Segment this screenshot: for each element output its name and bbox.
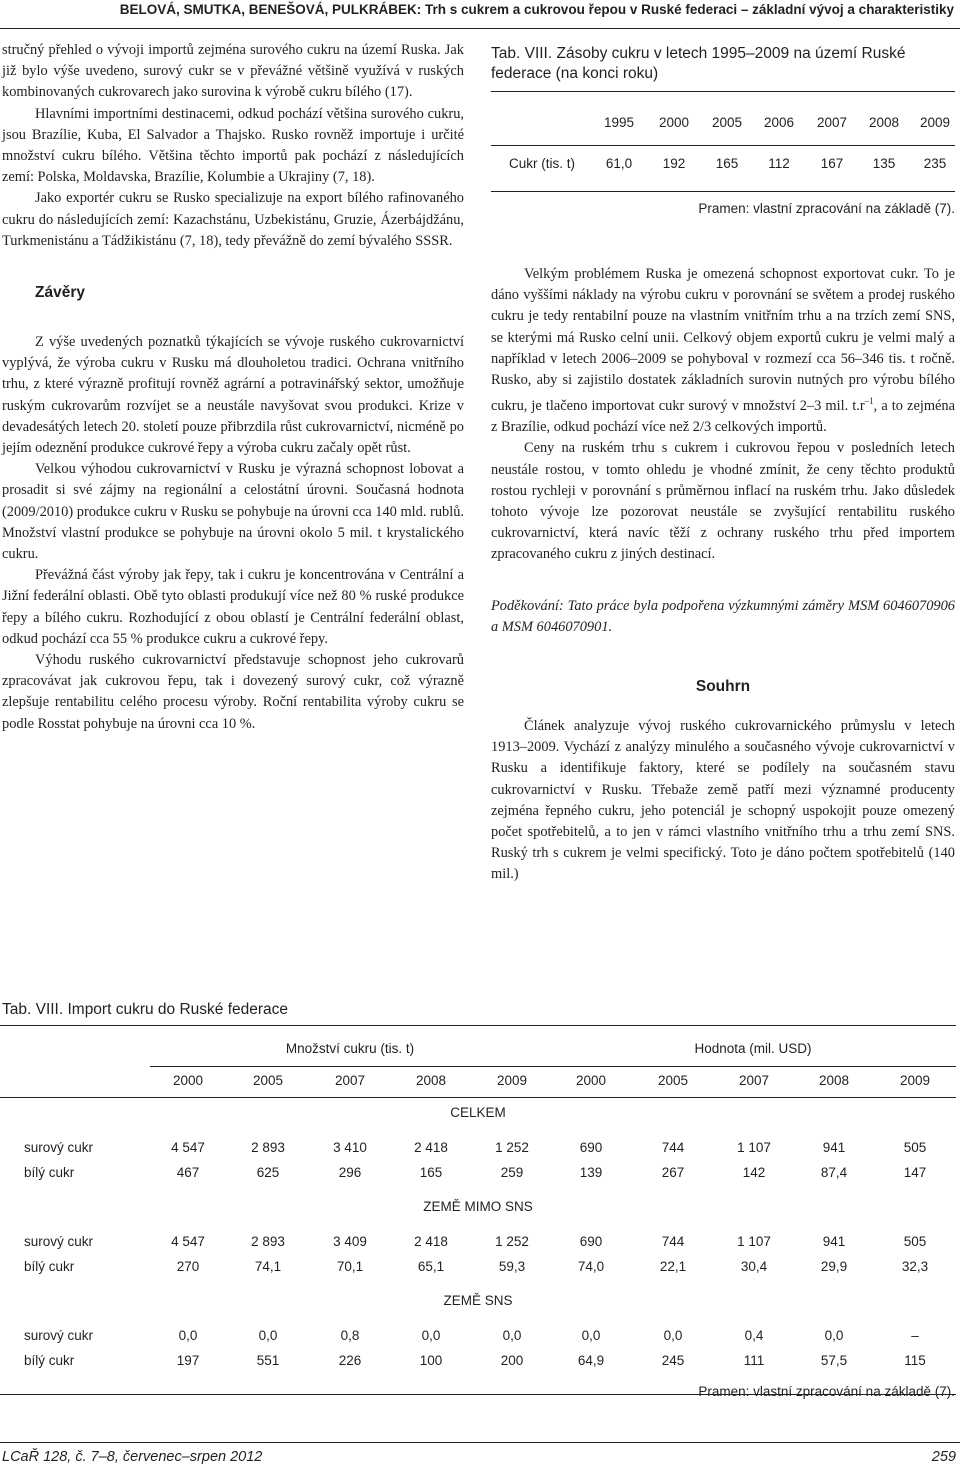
table-stocks-year: 2009 (919, 115, 951, 130)
table-import-cell: 100 (419, 1353, 443, 1368)
table-import-cell: 0,0 (258, 1328, 278, 1343)
table-stocks-value: 135 (872, 156, 896, 171)
table-import-cell: 1 252 (495, 1234, 529, 1249)
table-stocks-value: 112 (768, 156, 790, 171)
table-import-cell: 625 (256, 1165, 280, 1180)
table-import-cell: 59,3 (498, 1259, 526, 1274)
table-import-cell: 690 (579, 1234, 603, 1249)
table-import-row-label: surový cukr (24, 1234, 94, 1249)
table-import-cell: 139 (579, 1165, 603, 1180)
table-import-cell: 197 (176, 1353, 200, 1368)
paragraph: Ceny na ruském trhu s cukrem i cukrovou řepou v posledních letech neustále rostou, v tomto ohledu je vhodné zmínit, že ceny těchto produktů rostou rychleji v porovnání s průměrnou inflací na ruském trhu. Jako důsledek tohoto vývoje lze pozorovat neustále se zvyšující rentabilitu ruského cukrovarnictví, která navíc těží z ochrany ruského trhu před importem zpracovaného cukru z jiných destinací. (491, 440, 955, 563)
table-import-cell: 165 (419, 1165, 443, 1180)
table-stocks-year: 2006 (763, 115, 795, 130)
table-import-year: 2008 (818, 1073, 850, 1088)
paragraph-text: , a to zejména z Brazílie, odkud pochází více než 2/3 celkových importů. (491, 398, 955, 436)
left-column (2, 40, 464, 735)
table-stocks-year: 2008 (868, 115, 900, 130)
table-import-cell: 1 107 (737, 1234, 771, 1249)
table-import-cell: 0,4 (744, 1328, 764, 1343)
right-column (491, 264, 955, 886)
table-import-cell: 0,8 (340, 1328, 360, 1343)
paragraph: Článek analyzuje vývoj ruského cukrovarnického průmyslu v letech 1913–2009. Vychází z analýzy minulého a současného vývoje cukrovarnictví v Rusku a identifikuje faktory, které se podílely na současném stavu cukrovarnictví v Rusku. Třebaže země patří mezi významné producenty zejména řepného cukru, jeho potenciál je schopný uspokojit pouze omezený počet spotřebitelů, a to jen v rámci vlastního vnitřního trhu a trhu zemí SNS. Ruský trh s cukrem je velmi specifický. Toto je dáno počtem spotřebitelů (140 mil.) (491, 718, 955, 883)
table-stocks-year: 1995 (603, 115, 635, 130)
table-import-section-title: CELKEM (450, 1105, 506, 1120)
table-import-cell: 744 (661, 1140, 685, 1155)
table-stocks-value: 61,0 (605, 156, 633, 171)
table-import-cell: 64,9 (577, 1353, 605, 1368)
table-import-caption: Tab. VIII. Import cukru do Ruské federace (2, 1001, 289, 1018)
table-import-year: 2009 (496, 1073, 528, 1088)
table-import-cell: 29,9 (820, 1259, 848, 1274)
table-import-cell: 70,1 (336, 1259, 364, 1274)
table-import-cell: 551 (256, 1353, 280, 1368)
conclusions-heading: Závěry (35, 284, 85, 302)
acknowledgement: Poděkování: Tato práce byla podpořena výzkumnými záměry MSM 6046070906 a MSM 6046070901. (491, 597, 955, 635)
table-import-cell: 4 547 (171, 1234, 205, 1249)
table-import-cell: 0,0 (502, 1328, 522, 1343)
group-header-value: Hodnota (mil. USD) (694, 1041, 812, 1056)
table-import (0, 1025, 960, 1395)
table-import-cell: 2 893 (251, 1234, 285, 1249)
running-header (0, 0, 954, 30)
table-import-year: 2007 (334, 1073, 366, 1088)
table-import-year: 2007 (738, 1073, 770, 1088)
paragraph: Výhodu ruského cukrovarnictví představuje schopnost jeho cukrovarů zpracovávat jak cukrovou řepu, tak i dovezený surový cukr, což výrazně zlepšuje rentabilitu celého procesu výroby. Roční rentabilita výroby cukru se podle Rosstat pohybuje na úrovni cca 10 %. (2, 652, 464, 732)
table-import-cell: 296 (338, 1165, 362, 1180)
paragraph: Převážná část výroby jak řepy, tak i cukru je koncentrována v Centrální a Jižní federální oblasti. Obě tyto oblasti produkují více než 80 % ruské produkce řepy a bílého cukru. Rozhodující z obou oblastí je Centrální federální oblast, odkud pochází cca 55 % produkce cukru a cukrové řepy. (2, 567, 464, 647)
paragraph: Velkou výhodou cukrovarnictví v Rusku je výrazná schopnost lobovat a prosadit si své zájmy na regionální a celostátní úrovni. Současná hodnota (2009/2010) produkce cukru v Rusku se pohybuje na úrovni cca 140 mld. rublů. Množství vlastní produkce se pohybuje na úrovni okolo 5 mil. t krystalického cukru. (2, 461, 465, 563)
table-import-cell: 0,0 (421, 1328, 441, 1343)
table-stocks-year: 2000 (658, 115, 690, 130)
summary-heading: Souhrn (695, 678, 751, 696)
table-import-cell: 2 418 (414, 1234, 448, 1249)
table-import-cell: – (911, 1328, 919, 1343)
table-import-row-label: bílý cukr (24, 1353, 75, 1368)
table-import-row-label: surový cukr (24, 1328, 94, 1343)
table-import-cell: 3 410 (333, 1140, 367, 1155)
table-import-cell: 1 252 (495, 1140, 529, 1155)
table-import-cell: 111 (743, 1353, 765, 1368)
table-rule (491, 145, 955, 146)
table-import-cell: 245 (661, 1353, 685, 1368)
table-import-year: 2005 (657, 1073, 689, 1088)
table-import-cell: 1 107 (737, 1140, 771, 1155)
table-import-cell: 267 (661, 1165, 685, 1180)
table-import-cell: 147 (903, 1165, 927, 1180)
table-import-cell: 2 893 (251, 1140, 285, 1155)
table-stocks-source: Pramen: vlastní zpracování na základě (7). (698, 201, 955, 216)
table-import-cell: 115 (904, 1353, 926, 1368)
table-import-cell: 32,3 (901, 1259, 929, 1274)
paragraph-text: Velkým problémem Ruska je omezená schopnost exportovat cukr. To je dáno vyššími náklady na výrobu cukru v porovnání se světem a prodej ruského cukru je tedy rentabilní pouze na vlastním vnitřním trhu a na trzích zemí SNS, se kterými má Rusko celní unii. Celkový objem exportů cukru je velmi malý a například v letech 2006–2009 se pohyboval v rozmezí cca 56–346 tis. t ročně. Rusko, aby si zajistilo dostatek základních surovin nutných pro výrobu bílého cukru, je tlačeno importovat cukr surový v množství 2–3 mil. t.r (491, 266, 955, 415)
table-stocks-value: 167 (820, 156, 844, 171)
paragraph: Jako exportér cukru se Rusko specializuje na export bílého rafinovaného cukru do následujících zemí: Kazachstánu, Uzbekistánu, Gruzie, Ázerbájdžánu, Turkmenistánu a Tádžikistánu (7, 18), tedy převážně do zemí bývalého SSSR. (2, 190, 464, 249)
table-rule (491, 91, 955, 92)
table-import-row-label: surový cukr (24, 1140, 94, 1155)
header-rule (0, 28, 960, 29)
table-stocks-value: 192 (662, 156, 686, 171)
table-import-section-title: ZEMĚ SNS (443, 1293, 513, 1308)
table-import-cell: 505 (903, 1140, 927, 1155)
table-import-year: 2000 (575, 1073, 607, 1088)
table-rule (491, 191, 955, 192)
table-import-cell: 226 (338, 1353, 362, 1368)
table-stocks-caption (491, 44, 959, 84)
table-import-cell: 4 547 (171, 1140, 205, 1155)
table-import-cell: 22,1 (659, 1259, 687, 1274)
table-import-year: 2008 (415, 1073, 447, 1088)
footer-rule (0, 1442, 960, 1443)
table-import-cell: 0,0 (178, 1328, 198, 1343)
table-import-cell: 87,4 (820, 1165, 848, 1180)
paragraph: Z výše uvedených poznatků týkajících se vývoje ruského cukrovarnictví vyplývá, že výroba cukru v Rusku má dlouholetou tradici. Ochrana vnitřního trhu, z které výrazně profitují rovněž agrární a potravinářský sektor, umožňuje ruským cukrovarům rozvíjet se a neustále navyšovat svou produkci. Krize v devadesátých letech 20. století pouze přibrzdila růst cukrovarnictví, nicméně po jejím odeznění produkce cukrové řepy a výroba cukru začaly opět růst. (2, 334, 464, 457)
table-import-cell: 941 (822, 1234, 846, 1249)
table-import-cell: 0,0 (824, 1328, 844, 1343)
group-header-quantity: Množství cukru (tis. t) (285, 1041, 415, 1056)
table-stocks-row-label: Cukr (tis. t) (509, 156, 575, 171)
table-stocks-year: 2007 (816, 115, 848, 130)
table-rule (150, 1066, 956, 1067)
table-import-section-title: ZEMĚ MIMO SNS (423, 1199, 533, 1214)
table-import-cell: 200 (500, 1353, 524, 1368)
table-import-cell: 57,5 (820, 1353, 848, 1368)
running-title: BELOVÁ, SMUTKA, BENEŠOVÁ, PULKRÁBEK: Trh s cukrem a cukrovou řepou v Ruské federaci – základní vývoj a charakteristiky (119, 2, 954, 17)
table-import-cell: 3 409 (333, 1234, 367, 1249)
table-import-cell: 30,4 (740, 1259, 768, 1274)
table-import-cell: 744 (661, 1234, 685, 1249)
paragraph (491, 264, 955, 438)
table-import-cell: 467 (176, 1165, 200, 1180)
table-import-cell: 74,0 (577, 1259, 605, 1274)
table-import-cell: 65,1 (417, 1259, 445, 1274)
table-import-cell: 270 (176, 1259, 200, 1274)
table-import-cell: 259 (500, 1165, 524, 1180)
table-import-row-label: bílý cukr (24, 1259, 75, 1274)
table-stocks-value: 165 (715, 156, 739, 171)
paragraph: Hlavními importními destinacemi, odkud pochází většina surového cukru, jsou Brazílie, Kuba, El Salvador a Thajsko. Rusko rovněž importuje i určité množství cukru bílého. Většina těchto importů pak pochází z následujících zemí: Polska, Moldavska, Brazílie, Kolumbie a Ukrajiny (7, 18). (2, 105, 464, 186)
table-import-cell: 690 (579, 1140, 603, 1155)
table-import-cell: 941 (822, 1140, 846, 1155)
table-import-cell: 0,0 (581, 1328, 601, 1343)
table-import-row-label: bílý cukr (24, 1165, 75, 1180)
table-import-cell: 0,0 (663, 1328, 683, 1343)
journal-citation: LCaŘ 128, č. 7–8, červenec–srpen 2012 (2, 1449, 263, 1465)
table-rule (0, 1025, 956, 1026)
table-import-year: 2009 (899, 1073, 931, 1088)
table-import-cell: 505 (903, 1234, 927, 1249)
table-import-year: 2000 (172, 1073, 204, 1088)
table-import-year: 2005 (252, 1073, 284, 1088)
table-stocks-caption-text: Zásoby cukru v letech 1995–2009 na území Ruské federace (na konci roku) (491, 45, 906, 82)
table-rule (0, 1097, 956, 1098)
table-import-cell: 74,1 (254, 1259, 282, 1274)
table-import-source: Pramen: vlastní zpracování na základě (7). (698, 1384, 955, 1399)
paragraph: stručný přehled o vývoji importů zejména surového cukru na území Ruska. Jak již bylo výše uvedeno, surový cukr se v převážné většině využívá v ruských kombinovaných cukrovarech jako surovina k výrobě cukru bílého (17). (2, 42, 464, 101)
superscript: –1 (864, 396, 874, 407)
table-import-cell: 2 418 (414, 1140, 448, 1155)
table-stocks-caption-label: Tab. VIII. (491, 45, 553, 62)
table-import-cell: 142 (742, 1165, 766, 1180)
table-stocks-value: 235 (923, 156, 947, 171)
table-stocks-year: 2005 (711, 115, 743, 130)
page-number: 259 (931, 1449, 956, 1465)
